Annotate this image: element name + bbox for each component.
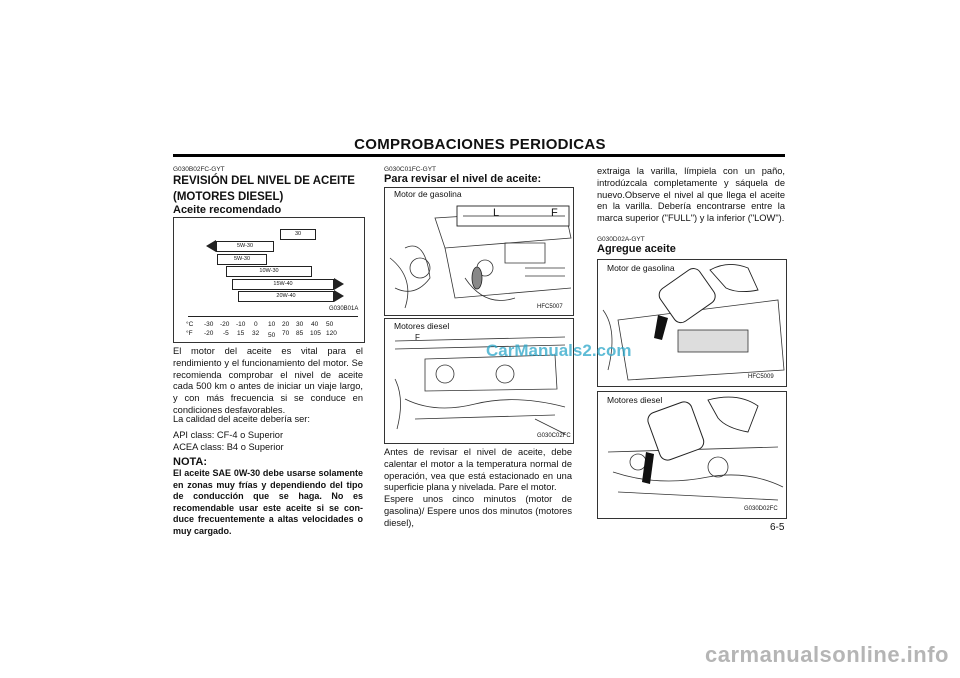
api-class: API class: CF-4 o Superior <box>173 430 284 440</box>
note-body: El aceite SAE 0W-30 debe usarse solamente en zonas muy frías y dependiendo del tipo de conducción que se haga. No es recomendable usar este aceite si se con-duce frecuentemente a altas velocidades o muy cargado. <box>173 468 363 536</box>
celsius-tick: -30 <box>204 321 214 328</box>
page-number: 6-5 <box>770 522 785 533</box>
figure-code: HFC5007 <box>537 304 563 310</box>
celsius-tick: -20 <box>220 321 230 328</box>
figure-diesel-dipstick <box>384 318 574 444</box>
section-title: Para revisar el nivel de aceite: <box>384 173 542 185</box>
section-title-line2: (MOTORES DIESEL) <box>173 191 284 203</box>
figure-code: G030B01A <box>329 306 359 312</box>
fahrenheit-tick: 50 <box>268 332 276 339</box>
paragraph-dipstick: extraiga la varilla, límpiela con un paño, introdúzcala completamente y sáquela de nuevo.Observe el nivel al que llega el aceite en la varilla. Debería encontrarse entre la marca superior ("FULL") y la inferior ("LOW"). <box>597 166 785 224</box>
fahrenheit-tick: 85 <box>296 330 304 337</box>
celsius-label: °C <box>186 321 194 328</box>
section-code: G030D02A-GYT <box>597 236 645 243</box>
figure-label: Motores diesel <box>394 321 450 331</box>
dipstick-low-mark: L <box>493 207 500 219</box>
note-title: NOTA: <box>173 456 208 468</box>
viscosity-bar <box>232 279 334 290</box>
celsius-tick: 30 <box>296 321 304 328</box>
fahrenheit-tick: 120 <box>326 330 337 337</box>
arrow-right-icon <box>334 278 344 290</box>
arrow-left-icon <box>206 240 216 252</box>
bar-label: 10W-30 <box>259 268 279 274</box>
oil-viscosity-chart <box>173 217 365 343</box>
bar-label: 15W-40 <box>273 281 293 287</box>
dipstick-full-mark: F <box>551 207 558 219</box>
fahrenheit-tick: 15 <box>237 330 245 337</box>
celsius-tick: 40 <box>311 321 319 328</box>
viscosity-bar <box>217 254 267 265</box>
temperature-scale-line <box>188 316 358 317</box>
figure-code: G030C02FC <box>537 433 571 439</box>
bar-label: 20W-40 <box>276 293 296 299</box>
bar-label: 30 <box>294 231 302 237</box>
figure-code: G030D02FC <box>744 506 778 512</box>
viscosity-bar <box>226 266 312 277</box>
fahrenheit-tick: -20 <box>204 330 214 337</box>
celsius-tick: 50 <box>326 321 334 328</box>
header-rule <box>173 154 785 157</box>
engine-illustration <box>385 319 573 443</box>
section-code: G030B02FC-GYT <box>173 166 225 173</box>
figure-label: Motores diesel <box>607 395 663 405</box>
viscosity-bar <box>238 291 334 302</box>
celsius-tick: 0 <box>254 321 258 328</box>
celsius-tick: 20 <box>282 321 290 328</box>
viscosity-bar <box>280 229 316 240</box>
footer-watermark: carmanualsonline.info <box>705 642 949 667</box>
figure-add-oil-gasoline <box>597 259 787 387</box>
engine-illustration <box>598 392 786 518</box>
fahrenheit-tick: 70 <box>282 330 290 337</box>
celsius-tick: 10 <box>268 321 276 328</box>
figure-label: Motor de gasolina <box>607 263 675 273</box>
section-code: G030C01FC-GYT <box>384 166 437 173</box>
fahrenheit-tick: -5 <box>223 330 229 337</box>
dipstick-full-mark: F <box>415 333 420 342</box>
figure-code: HFC5009 <box>748 374 774 380</box>
viscosity-bar <box>216 241 274 252</box>
section-title: Agregue aceite <box>597 243 676 255</box>
section-title-line1: REVISIÓN DEL NIVEL DE ACEITE <box>173 175 355 187</box>
paragraph-quality: La calidad del aceite debería ser: <box>173 414 310 424</box>
paragraph-intro: El motor del aceite es vital para el rendimiento y el funcionamiento del motor. Se recomienda comprobar el nivel de aceite cada 500 km o antes de iniciar un viaje largo, y con más frecuencia si se conduce en condiciones desfavorables. <box>173 346 363 415</box>
paragraph-wait: Espere unos cinco minutos (motor de gasolina)/ Espere unos dos minutos (motores diesel), <box>384 494 572 528</box>
bar-label: 5W-30 <box>233 256 251 262</box>
section-subtitle: Aceite recomendado <box>173 204 282 216</box>
engine-illustration <box>385 188 573 315</box>
watermark-text: CarManuals2.com <box>486 341 632 360</box>
fahrenheit-label: °F <box>186 330 193 337</box>
page-header-title: COMPROBACIONES PERIODICAS <box>354 136 606 153</box>
figure-label: Motor de gasolina <box>394 189 462 199</box>
figure-add-oil-diesel <box>597 391 787 519</box>
paragraph-before-check: Antes de revisar el nivel de aceite, debe calentar el motor a la temperatura normal de operación, vea que está estacionado en una superficie plana y nivelada. Pare el motor. <box>384 447 572 493</box>
fahrenheit-tick: 105 <box>310 330 321 337</box>
celsius-tick: -10 <box>236 321 246 328</box>
arrow-right-icon <box>334 290 344 302</box>
acea-class: ACEA class: B4 o Superior <box>173 442 284 452</box>
bar-label: 5W-30 <box>236 243 254 249</box>
figure-gasoline-dipstick <box>384 187 574 316</box>
fahrenheit-tick: 32 <box>252 330 260 337</box>
engine-illustration <box>598 260 786 386</box>
